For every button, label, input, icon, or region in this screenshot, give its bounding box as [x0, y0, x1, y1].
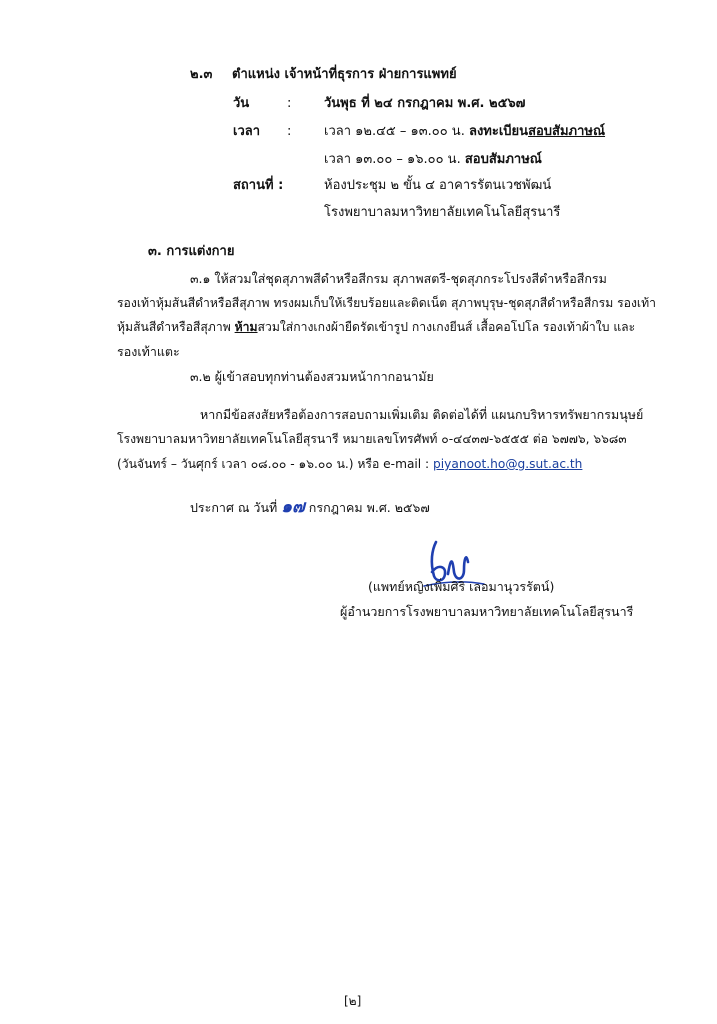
contact-line-3 — [117, 455, 582, 473]
day-value: วันพุธ ที่ ๒๔ กรกฎาคม พ.ศ. ๒๕๖๗ — [324, 96, 526, 111]
dress-3-2: ๓.๒ ผู้เข้าสอบทุกท่านต้องสวมหน้ากากอนามัย — [190, 369, 434, 384]
section-heading: ตำแหน่ง เจ้าหน้าที่ธุรการ ฝ่ายการแพทย์ — [232, 67, 457, 82]
interview-underlined: สอบสัมภาษณ์ — [528, 124, 606, 139]
contact-line-2: โรงพยาบาลมหาวิทยาลัยเทคโนโลยีสุรนารี หมายเลขโทรศัพท์ ๐-๔๔๓๗-๖๕๕๕ ต่อ ๖๗๗๖, ๖๖๘๓ — [117, 432, 627, 446]
time-slot-2-range: เวลา ๑๓.๐๐ – ๑๖.๐๐ น. — [324, 152, 461, 167]
announcement-date — [190, 498, 430, 517]
email-link[interactable]: piyanoot.ho@g.sut.ac.th — [433, 457, 583, 471]
handwritten-day: ๑๗ — [281, 497, 305, 517]
place-label: สถานที่ : — [233, 178, 284, 193]
time-slot-interview — [324, 151, 542, 169]
signatory-position: ผู้อำนวยการโรงพยาบาลมหาวิทยาลัยเทคโนโลยีสุรนารี — [340, 604, 634, 619]
day-colon: : — [287, 96, 292, 111]
dress-3-1-line-1: ๓.๑ ให้สวมใส่ชุดสุภาพสีดำหรือสีกรม สุภาพสตรี-ชุดสุภกระโปรงสีดำหรือสีกรม — [190, 271, 607, 286]
dress-3-1-line-2: รองเท้าหุ้มส้นสีดำหรือสีสุภาพ ทรงผมเก็บให้เรียบร้อยและติดเน็ต สุภาพบุรุษ-ชุดสุภสีดำหรือสีกรม รองเท้า — [117, 296, 656, 310]
announcement-suffix: กรกฎาคม พ.ศ. ๒๕๖๗ — [308, 500, 430, 515]
dress-3-1-line-3-start: หุ้มส้นสีดำหรือสีสุภาพ — [117, 320, 231, 334]
announcement-prefix: ประกาศ ณ วันที่ — [190, 500, 278, 515]
time-label: เวลา — [233, 124, 261, 139]
dress-3-1-line-3 — [117, 318, 635, 336]
signatory-name: (แพทย์หญิงเพิ่มศิริ เลอมานุวรรัตน์) — [368, 579, 555, 594]
contact-hours: (วันจันทร์ – วันศุกร์ เวลา ๐๘.๐๐ - ๑๖.๐๐ น.) หรือ e-mail : — [117, 457, 430, 471]
section-number: ๒.๓ — [190, 67, 213, 82]
place-line-2: โรงพยาบาลมหาวิทยาลัยเทคโนโลยีสุรนารี — [324, 205, 561, 220]
time-slot-registration — [324, 123, 605, 141]
place-line-1: ห้องประชุม ๒ ขั้น ๔ อาคารรัตนเวชพัฒน์ — [324, 178, 552, 193]
time-slot-1-range: เวลา ๑๒.๔๕ – ๑๓.๐๐ น. — [324, 124, 465, 139]
forbidden-label: ห้าม — [234, 320, 258, 334]
time-colon: : — [287, 124, 292, 139]
contact-line-1: หากมีข้อสงสัยหรือต้องการสอบถามเพิ่มเติม ติดต่อได้ที่ แผนกบริหารทรัพยากรมนุษย์ — [200, 407, 644, 422]
page-number: [๒] — [344, 994, 362, 1008]
dress-code-heading: ๓. การแต่งกาย — [148, 244, 235, 259]
dress-3-1-line-3-rest: สวมใส่กางเกงผ้ายืดรัดเข้ารูป กางเกงยีนส์ เสื้อคอโปโล รองเท้าผ้าใบ และ — [257, 320, 636, 334]
interview-label: สอบสัมภาษณ์ — [464, 152, 542, 167]
registration-label: ลงทะเบียน — [468, 124, 529, 139]
dress-3-1-line-4: รองเท้าแตะ — [117, 344, 180, 359]
day-label: วัน — [233, 96, 250, 111]
